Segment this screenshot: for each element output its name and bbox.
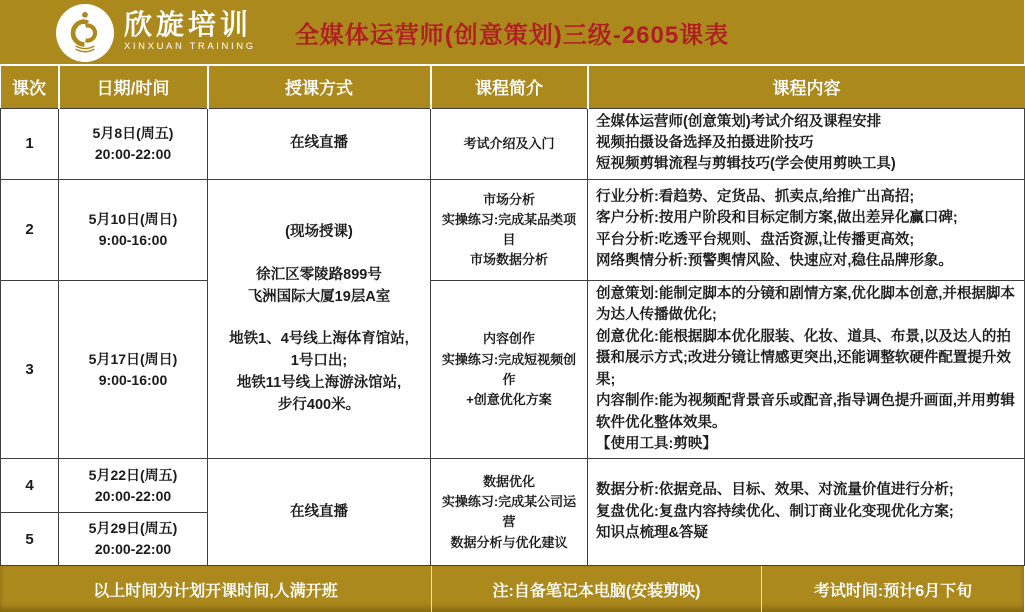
time-line: 20:00-22:00 — [94, 487, 172, 504]
content-line: 网络舆情分析:预警舆情风险、快速应对,稳住品牌形象。 — [596, 253, 953, 270]
col-header-datetime: 日期/时间 — [59, 66, 208, 108]
session-number: 1 — [1, 108, 59, 179]
date-line: 5月17日(周日) — [88, 350, 178, 367]
content-line: 【使用工具:剪映】 — [596, 436, 717, 453]
content-line: 内容制作:能为视频配背景音乐或配音,指导调色提升画面,并用剪辑软件优化整体效果。 — [596, 393, 1015, 431]
session-date — [59, 280, 208, 459]
session-number: 2 — [1, 179, 59, 280]
footer-note-schedule: 以上时间为计划开课时间,人满开班 — [0, 566, 432, 612]
time-line: 9:00-16:00 — [98, 231, 168, 248]
footer-note-exam: 考试时间:预计6月下旬 — [813, 582, 973, 600]
session-number: 5 — [1, 513, 59, 566]
course-content — [588, 108, 1025, 179]
intro-line: +创意优化方案 — [466, 391, 552, 407]
content-line: 复盘优化:复盘内容持续优化、制订商业化变现优化方案; — [596, 503, 954, 520]
session-number: 3 — [1, 280, 59, 459]
header-row — [1, 66, 1025, 108]
teaching-method: 在线直播 — [208, 459, 431, 566]
intro-line: 数据分析与优化建议 — [450, 534, 568, 550]
course-intro: 考试介绍及入门 — [431, 108, 588, 179]
course-intro — [431, 280, 588, 459]
content-line: 全媒体运营师(创意策划)考试介绍及课程安排 — [596, 113, 882, 130]
course-content — [588, 179, 1025, 280]
date-line: 5月10日(周日) — [88, 210, 178, 227]
col-header-intro: 课程简介 — [431, 66, 588, 108]
address-line — [216, 308, 422, 329]
col-header-session: 课次 — [1, 66, 59, 108]
page-title: 全媒体运营师(创意策划)三级-2605课表 — [294, 21, 730, 49]
time-line: 20:00-22:00 — [94, 145, 172, 162]
metro-line: 地铁1、4号线上海体育馆站, — [229, 331, 409, 348]
intro-line: 数据优化 — [482, 474, 535, 490]
intro-line: 市场数据分析 — [469, 252, 548, 267]
address-line: 徐汇区零陵路899号 — [256, 266, 382, 283]
intro-line: 内容创作 — [482, 331, 535, 347]
metro-line: 步行400米。 — [277, 396, 361, 413]
teaching-method: 在线直播 — [208, 108, 431, 179]
time-line: 9:00-16:00 — [98, 371, 168, 388]
session-date — [59, 179, 208, 280]
col-header-method: 授课方式 — [208, 66, 431, 108]
content-line: 知识点梳理&答疑 — [596, 525, 708, 542]
content-line: 创意优化:能根据脚本优化服装、化妆、道具、布景,以及达人的拍摄和展示方式;改进分镜让情感更突出,还能调整软硬件配置提升效果; — [596, 328, 1011, 388]
content-line: 视频拍摄设备选择及拍摄进阶技巧 — [596, 134, 814, 151]
method-line: (现场授课) — [285, 224, 353, 241]
course-intro — [431, 179, 588, 280]
session-date — [59, 513, 208, 566]
session-date — [59, 459, 208, 513]
brand-name-en: XINXUAN TRAINING — [124, 41, 256, 52]
top-banner — [0, 0, 1024, 66]
logo-circle — [56, 4, 114, 62]
table-row-2 — [1, 179, 1025, 280]
date-line: 5月8日(周五) — [92, 124, 174, 141]
course-content — [588, 459, 1025, 566]
table-row-4 — [1, 459, 1025, 513]
intro-line: 实操练习:完成某品类项目 — [441, 211, 577, 247]
date-line: 5月22日(周五) — [88, 466, 178, 483]
footer-bar — [0, 566, 1024, 612]
col-header-content: 课程内容 — [588, 66, 1025, 108]
intro-line: 实操练习:完成某公司运营 — [441, 494, 577, 530]
course-intro — [431, 459, 588, 566]
content-line: 行业分析:看趋势、定货品、抓卖点,给推广出高招; — [596, 188, 915, 205]
content-line: 数据分析:依据竞品、目标、效果、对流量价值进行分析; — [596, 482, 954, 499]
brand-text — [124, 10, 256, 53]
content-line: 短视频剪辑流程与剪辑技巧(学会使用剪映工具) — [596, 156, 896, 173]
table-row-3 — [1, 280, 1025, 459]
session-date — [59, 108, 208, 179]
date-line: 5月29日(周五) — [88, 520, 178, 537]
table-row-1 — [1, 108, 1025, 179]
metro-line: 地铁11号线上海游泳馆站, — [236, 374, 402, 391]
content-line: 客户分析:按用户阶段和目标定制方案,做出差异化赢口碑; — [596, 210, 958, 227]
content-line: 平台分析:吃透平台规则、盘活资源,让传播更高效; — [596, 231, 915, 248]
footer-note-laptop: 注:自备笔记本电脑(安装剪映) — [432, 566, 762, 612]
teaching-method-onsite — [208, 179, 431, 459]
time-line: 20:00-22:00 — [94, 541, 172, 558]
intro-line: 市场分析 — [482, 191, 535, 207]
course-schedule-table — [0, 66, 1025, 566]
method-line — [216, 244, 422, 265]
session-number: 4 — [1, 459, 59, 513]
intro-line: 实操练习:完成短视频创作 — [441, 351, 577, 387]
address-line: 飞洲国际大厦19层A室 — [247, 288, 391, 305]
metro-line: 1号口出; — [290, 353, 348, 370]
brand-logo — [56, 4, 114, 62]
content-line: 创意策划:能制定脚本的分镜和剧情方案,优化脚本创意,并根据脚本为达人传播做优化; — [596, 285, 1015, 324]
xinxuan-logo-icon — [59, 7, 111, 59]
course-content — [588, 280, 1025, 459]
brand-name-cn: 欣旋培训 — [124, 9, 253, 40]
